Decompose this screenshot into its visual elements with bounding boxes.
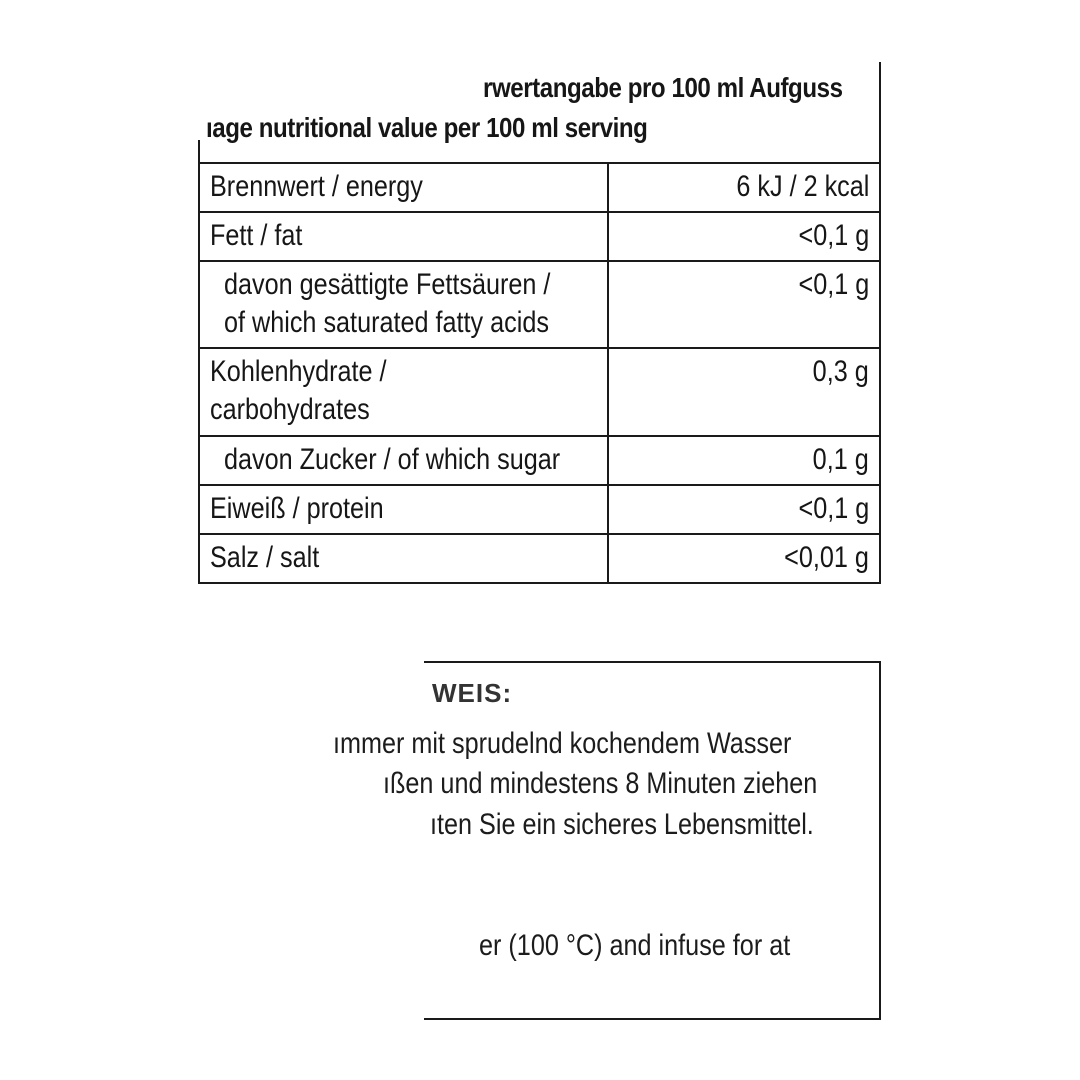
row-label-text: Salz / salt <box>210 541 320 574</box>
row-value <box>608 212 880 261</box>
nutrition-heading-de: rwertangabe pro 100 ml Aufguss <box>483 72 843 103</box>
nutrition-heading-en: ıage nutritional value per 100 ml serving <box>206 112 648 143</box>
row-value-text: 6 kJ / 2 kcal <box>735 170 869 203</box>
row-label <box>199 534 608 583</box>
row-label-text: Fett / fat <box>210 219 303 252</box>
row-label <box>199 212 608 261</box>
row-label-text: Eiweiß / protein <box>210 492 384 525</box>
nutrition-table <box>198 162 881 584</box>
preparation-line: er (100 °C) and infuse for at <box>479 929 791 962</box>
table-row <box>199 261 880 348</box>
table-row <box>199 436 880 485</box>
preparation-line: ıßen und mindestens 8 Minuten ziehen <box>383 767 818 800</box>
table-row <box>199 348 880 436</box>
row-value-text: 0,1 g <box>812 443 869 476</box>
row-value-text: <0,1 g <box>798 492 869 525</box>
row-value <box>608 163 880 212</box>
preparation-heading: WEIS: <box>432 678 513 708</box>
table-row <box>199 163 880 212</box>
row-value <box>608 436 880 485</box>
table-row <box>199 534 880 583</box>
row-label-text: davon gesättigte Fettsäuren / of which saturated fatty acids <box>224 268 551 339</box>
row-label <box>199 261 608 348</box>
row-label-text: Brennwert / energy <box>210 170 423 203</box>
row-value <box>608 348 880 436</box>
row-label-text: davon Zucker / of which sugar <box>224 443 561 476</box>
row-label-text: Kohlenhydrate / carbohydrates <box>210 355 387 426</box>
row-value-text: <0,01 g <box>784 541 869 574</box>
row-value <box>608 485 880 534</box>
panel-frame-left <box>198 140 200 164</box>
preparation-line: ımmer mit sprudelnd kochendem Wasser <box>333 727 792 760</box>
row-value <box>608 534 880 583</box>
row-label <box>199 436 608 485</box>
panel-frame-right <box>879 62 881 164</box>
table-row <box>199 212 880 261</box>
row-label <box>199 348 608 436</box>
row-label <box>199 485 608 534</box>
row-label <box>199 163 608 212</box>
row-value-text: <0,1 g <box>798 268 869 301</box>
table-row <box>199 485 880 534</box>
row-value <box>608 261 880 348</box>
row-value-text: 0,3 g <box>812 355 869 388</box>
preparation-line: ıten Sie ein sicheres Lebensmittel. <box>430 808 814 841</box>
row-value-text: <0,1 g <box>798 219 869 252</box>
